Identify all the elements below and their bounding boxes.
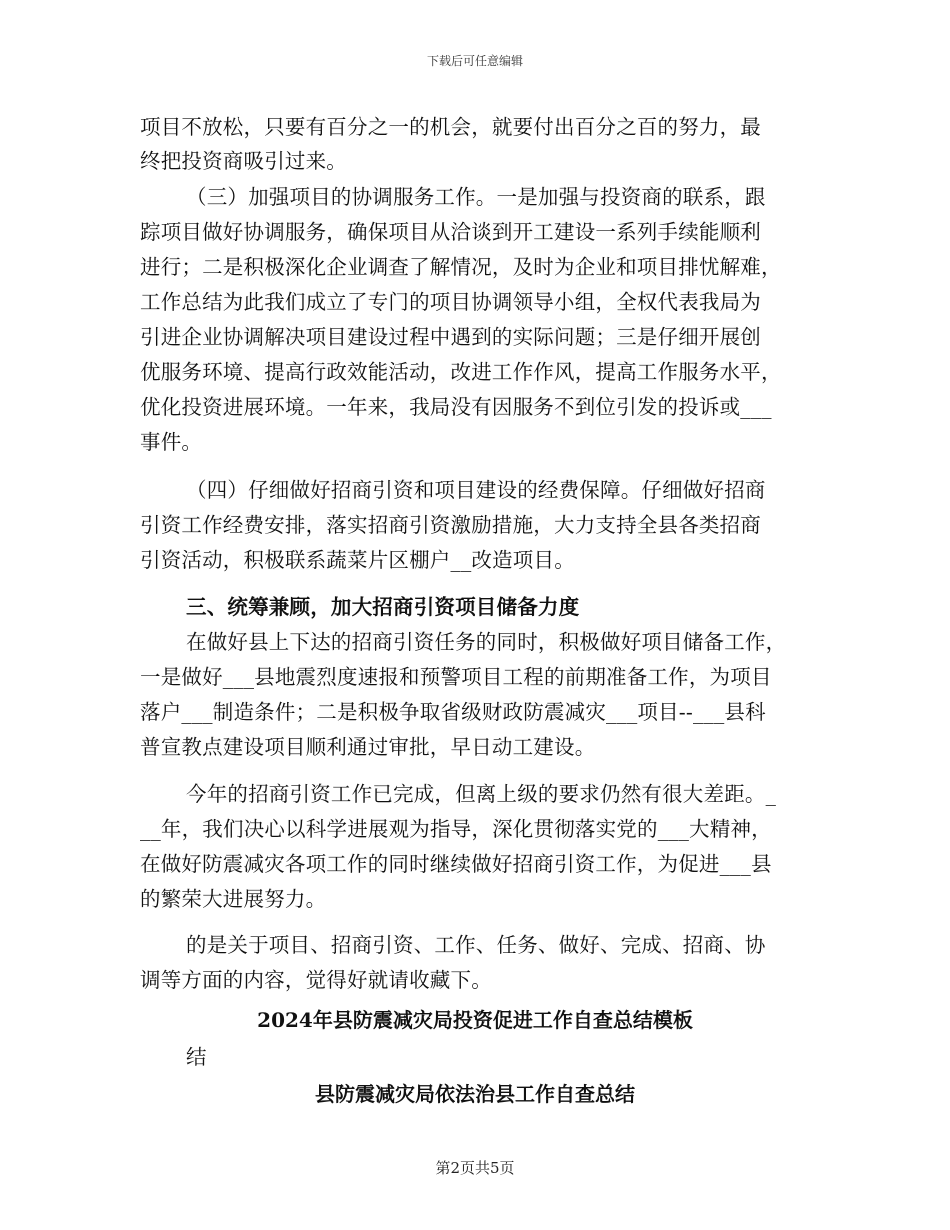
body-line: 调等方面的内容，觉得好就请收藏下。 (140, 968, 492, 992)
body-line: 的是关于项目、招商引资、工作、任务、做好、完成、招商、协 (186, 933, 766, 957)
page-footer: 第2页共5页 (435, 1159, 515, 1177)
body-line: 项目不放松，只要有百分之一的机会，就要付出百分之百的努力，最 (140, 115, 761, 139)
document-title: 2024年县防震减灾局投资促进工作自查总结模板 (257, 1008, 693, 1032)
body-line: 引资活动，积极联系蔬菜片区棚户__改造项目。 (140, 548, 575, 572)
section-heading: 三、统筹兼顾，加大招商引资项目储备力度 (186, 595, 580, 619)
body-line: 引进企业协调解决项目建设过程中遇到的实际问题；三是仔细开展创 (140, 325, 761, 349)
body-line: 事件。 (140, 430, 203, 454)
body-line: 落户___制造条件；二是积极争取省级财政防震减灾___项目--___县科 (140, 700, 766, 724)
body-line: __年，我们决心以科学进展观为指导，深化贯彻落实党的___大精神， (140, 817, 772, 841)
body-line: 在做好县上下达的招商引资任务的同时，积极做好项目储备工作， (186, 630, 787, 654)
body-line: 的繁荣大进展努力。 (140, 887, 327, 911)
document-subtitle: 县防震减灾局依法治县工作自查总结 (315, 1082, 635, 1106)
body-line: 进行；二是积极深化企业调查了解情况，及时为企业和项目排忧解难， (140, 255, 782, 279)
body-line: 一是做好___县地震烈度速报和预警项目工程的前期准备工作，为项目 (140, 665, 772, 689)
body-line: 踪项目做好协调服务，确保项目从洽谈到开工建设一系列手续能顺利 (140, 220, 761, 244)
body-line: 今年的招商引资工作已完成，但离上级的要求仍然有很大差距。_ (186, 782, 777, 806)
body-line: （四）仔细做好招商引资和项目建设的经费保障。仔细做好招商 (186, 478, 766, 502)
text-fragment: 结 (186, 1045, 207, 1069)
body-line: （三）加强项目的协调服务工作。一是加强与投资商的联系，跟 (186, 185, 766, 209)
body-line: 普宣教点建设项目顺利通过审批，早日动工建设。 (140, 735, 596, 759)
body-line: 工作总结为此我们成立了专门的项目协调领导小组，全权代表我局为 (140, 290, 761, 314)
page-header: 下载后可任意编辑 (426, 54, 523, 68)
body-line: 引资工作经费安排，落实招商引资激励措施，大力支持全县各类招商 (140, 513, 761, 537)
body-line: 优化投资进展环境。一年来，我局没有因服务不到位引发的投诉或___ (140, 395, 772, 419)
body-line: 在做好防震减灾各项工作的同时继续做好招商引资工作，为促进___县 (140, 852, 772, 876)
body-line: 终把投资商吸引过来。 (140, 149, 347, 173)
body-line: 优服务环境、提高行政效能活动，改进工作作风，提高工作服务水平， (140, 360, 782, 384)
